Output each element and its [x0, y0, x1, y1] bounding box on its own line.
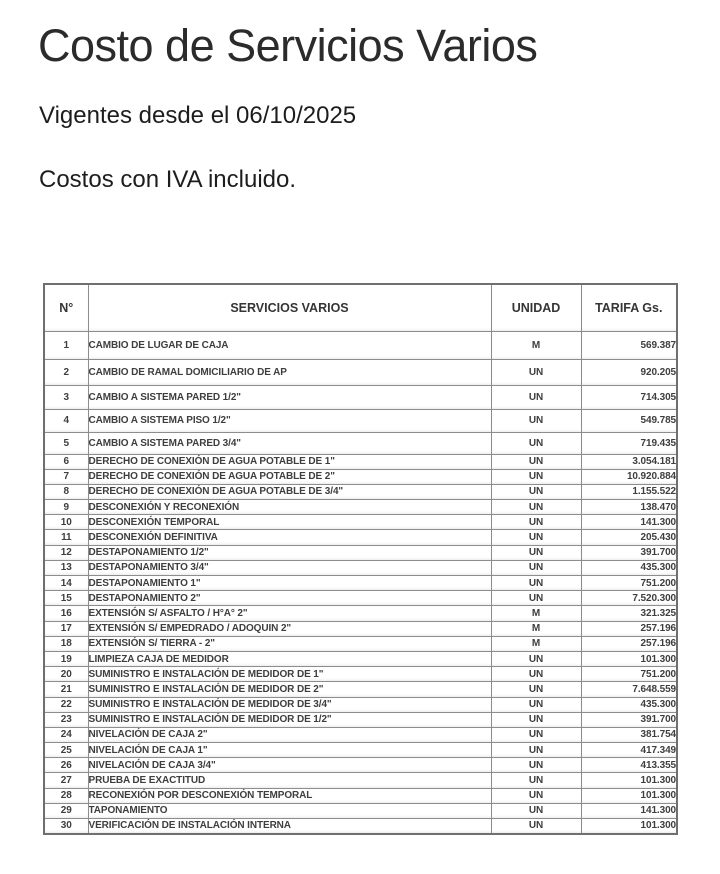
- row-tariff-cell: 257.196: [581, 636, 677, 651]
- row-tariff-cell: 141.300: [581, 515, 677, 530]
- table-row: [44, 667, 677, 682]
- table-row: [44, 454, 677, 469]
- row-unit-cell: UN: [491, 743, 581, 758]
- row-tariff-cell: 101.300: [581, 788, 677, 803]
- row-tariff-cell: 381.754: [581, 727, 677, 742]
- row-unit-cell: UN: [491, 576, 581, 591]
- row-tariff-cell: 101.300: [581, 651, 677, 666]
- row-unit-cell: UN: [491, 819, 581, 834]
- table-row: [44, 331, 677, 359]
- table-row: [44, 409, 677, 432]
- table-row: [44, 530, 677, 545]
- row-service-cell: PRUEBA DE EXACTITUD: [88, 773, 491, 788]
- row-unit-cell: M: [491, 636, 581, 651]
- row-unit-cell: UN: [491, 667, 581, 682]
- column-header-service: SERVICIOS VARIOS: [88, 284, 491, 331]
- row-tariff-cell: 751.200: [581, 667, 677, 682]
- row-service-cell: NIVELACIÓN DE CAJA 1": [88, 743, 491, 758]
- table-row: [44, 560, 677, 575]
- table-row: [44, 359, 677, 385]
- table-row: [44, 682, 677, 697]
- row-service-cell: CAMBIO DE LUGAR DE CAJA: [88, 331, 491, 359]
- row-service-cell: EXTENSIÓN S/ ASFALTO / H°A° 2": [88, 606, 491, 621]
- column-header-number: N°: [44, 284, 88, 331]
- row-number-cell: 16: [44, 606, 88, 621]
- row-unit-cell: UN: [491, 409, 581, 432]
- row-number-cell: 20: [44, 667, 88, 682]
- column-header-unit: UNIDAD: [491, 284, 581, 331]
- row-number-cell: 24: [44, 727, 88, 742]
- row-number-cell: 4: [44, 409, 88, 432]
- row-number-cell: 25: [44, 743, 88, 758]
- row-number-cell: 12: [44, 545, 88, 560]
- row-tariff-cell: 3.054.181: [581, 454, 677, 469]
- row-unit-cell: UN: [491, 591, 581, 606]
- table-row: [44, 432, 677, 454]
- row-tariff-cell: 7.648.559: [581, 682, 677, 697]
- table-row: [44, 712, 677, 727]
- table-row: [44, 788, 677, 803]
- row-unit-cell: UN: [491, 432, 581, 454]
- row-tariff-cell: 549.785: [581, 409, 677, 432]
- row-unit-cell: UN: [491, 788, 581, 803]
- row-number-cell: 2: [44, 359, 88, 385]
- row-tariff-cell: 321.325: [581, 606, 677, 621]
- row-service-cell: DESTAPONAMIENTO 1": [88, 576, 491, 591]
- table-row: [44, 651, 677, 666]
- row-service-cell: NIVELACIÓN DE CAJA 3/4": [88, 758, 491, 773]
- table-row: [44, 515, 677, 530]
- row-number-cell: 13: [44, 560, 88, 575]
- row-number-cell: 3: [44, 385, 88, 409]
- row-unit-cell: UN: [491, 682, 581, 697]
- row-number-cell: 6: [44, 454, 88, 469]
- table-row: [44, 743, 677, 758]
- row-unit-cell: UN: [491, 803, 581, 818]
- row-unit-cell: UN: [491, 758, 581, 773]
- row-number-cell: 30: [44, 819, 88, 834]
- row-tariff-cell: 7.520.300: [581, 591, 677, 606]
- row-unit-cell: M: [491, 606, 581, 621]
- row-tariff-cell: 435.300: [581, 560, 677, 575]
- row-tariff-cell: 413.355: [581, 758, 677, 773]
- row-unit-cell: UN: [491, 530, 581, 545]
- column-header-tariff: TARIFA Gs.: [581, 284, 677, 331]
- row-unit-cell: UN: [491, 469, 581, 484]
- table-row: [44, 500, 677, 515]
- row-number-cell: 19: [44, 651, 88, 666]
- row-service-cell: DESCONEXIÓN TEMPORAL: [88, 515, 491, 530]
- table-row: [44, 545, 677, 560]
- scanned-tariff-table: [43, 283, 676, 835]
- row-unit-cell: UN: [491, 560, 581, 575]
- row-service-cell: DESTAPONAMIENTO 1/2": [88, 545, 491, 560]
- row-service-cell: DERECHO DE CONEXIÓN DE AGUA POTABLE DE 1": [88, 454, 491, 469]
- row-number-cell: 22: [44, 697, 88, 712]
- row-number-cell: 11: [44, 530, 88, 545]
- row-number-cell: 26: [44, 758, 88, 773]
- row-tariff-cell: 714.305: [581, 385, 677, 409]
- row-service-cell: NIVELACIÓN DE CAJA 2": [88, 727, 491, 742]
- row-number-cell: 15: [44, 591, 88, 606]
- table-row: [44, 727, 677, 742]
- row-tariff-cell: 920.205: [581, 359, 677, 385]
- row-unit-cell: UN: [491, 454, 581, 469]
- row-unit-cell: UN: [491, 500, 581, 515]
- table-row: [44, 576, 677, 591]
- row-number-cell: 23: [44, 712, 88, 727]
- row-service-cell: TAPONAMIENTO: [88, 803, 491, 818]
- table-row: [44, 606, 677, 621]
- table-row: [44, 469, 677, 484]
- row-service-cell: EXTENSIÓN S/ EMPEDRADO / ADOQUIN 2": [88, 621, 491, 636]
- row-unit-cell: UN: [491, 727, 581, 742]
- row-number-cell: 7: [44, 469, 88, 484]
- table-row: [44, 385, 677, 409]
- row-unit-cell: M: [491, 331, 581, 359]
- row-service-cell: DESTAPONAMIENTO 2": [88, 591, 491, 606]
- row-tariff-cell: 101.300: [581, 773, 677, 788]
- effective-date-text: Vigentes desde el 06/10/2025: [39, 102, 357, 129]
- row-tariff-cell: 719.435: [581, 432, 677, 454]
- iva-note-text: Costos con IVA incluido.: [39, 166, 297, 193]
- table-row: [44, 621, 677, 636]
- row-tariff-cell: 138.470: [581, 500, 677, 515]
- tariff-table: [43, 283, 678, 835]
- row-service-cell: CAMBIO A SISTEMA PARED 3/4": [88, 432, 491, 454]
- row-number-cell: 28: [44, 788, 88, 803]
- table-row: [44, 697, 677, 712]
- row-service-cell: SUMINISTRO E INSTALACIÓN DE MEDIDOR DE 3/4": [88, 697, 491, 712]
- page-title: Costo de Servicios Varios: [38, 20, 538, 71]
- row-tariff-cell: 417.349: [581, 743, 677, 758]
- row-tariff-cell: 1.155.522: [581, 484, 677, 499]
- row-number-cell: 9: [44, 500, 88, 515]
- row-service-cell: SUMINISTRO E INSTALACIÓN DE MEDIDOR DE 1": [88, 667, 491, 682]
- table-header-row: [44, 284, 677, 331]
- table-row: [44, 773, 677, 788]
- row-number-cell: 1: [44, 331, 88, 359]
- row-number-cell: 5: [44, 432, 88, 454]
- row-number-cell: 8: [44, 484, 88, 499]
- row-unit-cell: UN: [491, 545, 581, 560]
- row-number-cell: 18: [44, 636, 88, 651]
- row-service-cell: LIMPIEZA CAJA DE MEDIDOR: [88, 651, 491, 666]
- row-service-cell: RECONEXIÓN POR DESCONEXIÓN TEMPORAL: [88, 788, 491, 803]
- row-unit-cell: M: [491, 621, 581, 636]
- row-tariff-cell: 569.387: [581, 331, 677, 359]
- row-tariff-cell: 435.300: [581, 697, 677, 712]
- row-service-cell: EXTENSIÓN S/ TIERRA - 2": [88, 636, 491, 651]
- row-service-cell: DERECHO DE CONEXIÓN DE AGUA POTABLE DE 2": [88, 469, 491, 484]
- row-tariff-cell: 391.700: [581, 545, 677, 560]
- row-tariff-cell: 391.700: [581, 712, 677, 727]
- row-unit-cell: UN: [491, 773, 581, 788]
- row-service-cell: CAMBIO A SISTEMA PARED 1/2": [88, 385, 491, 409]
- row-service-cell: VERIFICACIÓN DE INSTALACIÓN INTERNA: [88, 819, 491, 834]
- row-unit-cell: UN: [491, 651, 581, 666]
- row-number-cell: 17: [44, 621, 88, 636]
- table-row: [44, 803, 677, 818]
- row-unit-cell: UN: [491, 515, 581, 530]
- row-service-cell: DESTAPONAMIENTO 3/4": [88, 560, 491, 575]
- row-unit-cell: UN: [491, 484, 581, 499]
- row-number-cell: 27: [44, 773, 88, 788]
- row-unit-cell: UN: [491, 385, 581, 409]
- row-tariff-cell: 257.196: [581, 621, 677, 636]
- table-row: [44, 758, 677, 773]
- row-service-cell: CAMBIO DE RAMAL DOMICILIARIO DE AP: [88, 359, 491, 385]
- row-tariff-cell: 101.300: [581, 819, 677, 834]
- row-tariff-cell: 205.430: [581, 530, 677, 545]
- row-unit-cell: UN: [491, 697, 581, 712]
- row-tariff-cell: 751.200: [581, 576, 677, 591]
- row-service-cell: DESCONEXIÓN DEFINITIVA: [88, 530, 491, 545]
- row-service-cell: CAMBIO A SISTEMA PISO 1/2": [88, 409, 491, 432]
- row-tariff-cell: 10.920.884: [581, 469, 677, 484]
- table-row: [44, 636, 677, 651]
- row-tariff-cell: 141.300: [581, 803, 677, 818]
- row-unit-cell: UN: [491, 359, 581, 385]
- table-row: [44, 484, 677, 499]
- row-service-cell: SUMINISTRO E INSTALACIÓN DE MEDIDOR DE 1/2": [88, 712, 491, 727]
- row-number-cell: 21: [44, 682, 88, 697]
- row-number-cell: 14: [44, 576, 88, 591]
- row-service-cell: DERECHO DE CONEXIÓN DE AGUA POTABLE DE 3/4": [88, 484, 491, 499]
- table-row: [44, 819, 677, 834]
- table-row: [44, 591, 677, 606]
- row-number-cell: 10: [44, 515, 88, 530]
- row-number-cell: 29: [44, 803, 88, 818]
- row-service-cell: DESCONEXIÓN Y RECONEXIÓN: [88, 500, 491, 515]
- row-unit-cell: UN: [491, 712, 581, 727]
- row-service-cell: SUMINISTRO E INSTALACIÓN DE MEDIDOR DE 2": [88, 682, 491, 697]
